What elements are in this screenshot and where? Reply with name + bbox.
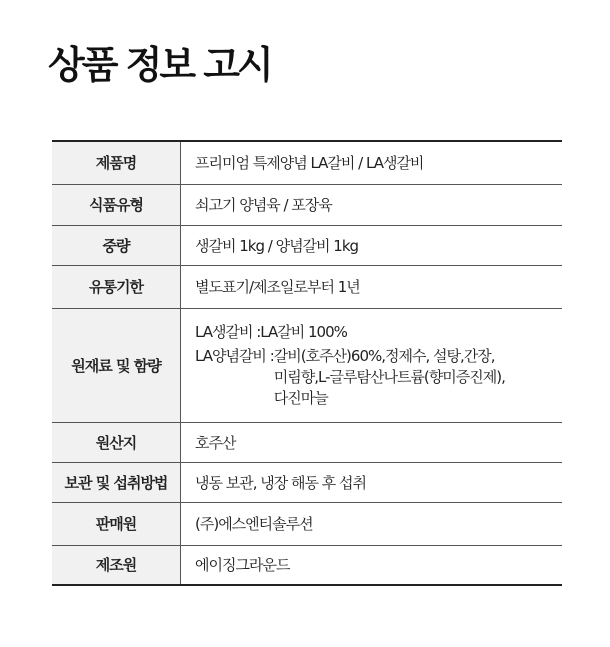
table-row-origin: [52, 422, 562, 462]
row-value-storage: 냉동 보관, 냉장 해동 후 섭취: [195, 473, 366, 492]
table-row-weight: [52, 225, 562, 265]
row-label-weight: 중량: [52, 225, 181, 265]
ingredient-detail-line: 다진마늘: [273, 388, 328, 407]
row-label-storage: 보관 및 섭취방법: [52, 462, 181, 502]
row-value-expiry: 별도표기/제조일로부터 1년: [195, 278, 360, 296]
table-row-ingredients: [52, 308, 562, 422]
page-title: 상품 정보 고시: [48, 43, 271, 87]
row-label-manufacturer: 제조원: [52, 545, 181, 585]
row-value-manufacturer: 에이징그라운드: [195, 556, 290, 575]
row-value-weight: 생갈비 1kg / 양념갈비 1kg: [195, 236, 359, 255]
row-label-ingredients: 원재료 및 함량: [52, 308, 181, 422]
row-value-seller: (주)에스엔티솔루션: [195, 515, 313, 533]
ingredient-detail-line: 미림향,L-글루탐산나트륨(향미증진제),: [273, 367, 505, 386]
table-row-food-type: [52, 184, 562, 225]
ingredient-name: LA생갈비 :: [195, 322, 261, 341]
row-label-seller: 판매원: [52, 502, 181, 545]
product-info-table: [52, 140, 562, 586]
row-label-expiry: 유통기한: [52, 265, 181, 308]
table-row-manufacturer: [52, 545, 562, 585]
row-value-food-type: 쇠고기 양념육 / 포장육: [195, 196, 332, 214]
ingredient-item-la-marinated-rib: [195, 346, 562, 409]
ingredient-detail-line: LA갈비 100%: [260, 322, 347, 341]
row-label-origin: 원산지: [52, 422, 181, 462]
ingredient-name: LA양념갈비 :: [195, 346, 274, 365]
row-value-product-name: 프리미엄 특제양념 LA갈비 / LA생갈비: [195, 154, 424, 173]
ingredient-detail-line: 갈비(호주산)60%,정제수, 설탕,간장,: [273, 346, 495, 365]
table-row-product-name: [52, 141, 562, 184]
row-label-product-name: 제품명: [52, 141, 181, 184]
table-row-seller: [52, 502, 562, 545]
row-value-ingredients: [181, 308, 563, 422]
row-value-origin: 호주산: [195, 433, 236, 452]
table-row-expiry: [52, 265, 562, 308]
ingredient-item-la-fresh-rib: [195, 322, 562, 343]
table-row-storage: [52, 462, 562, 502]
row-label-food-type: 식품유형: [52, 184, 181, 225]
